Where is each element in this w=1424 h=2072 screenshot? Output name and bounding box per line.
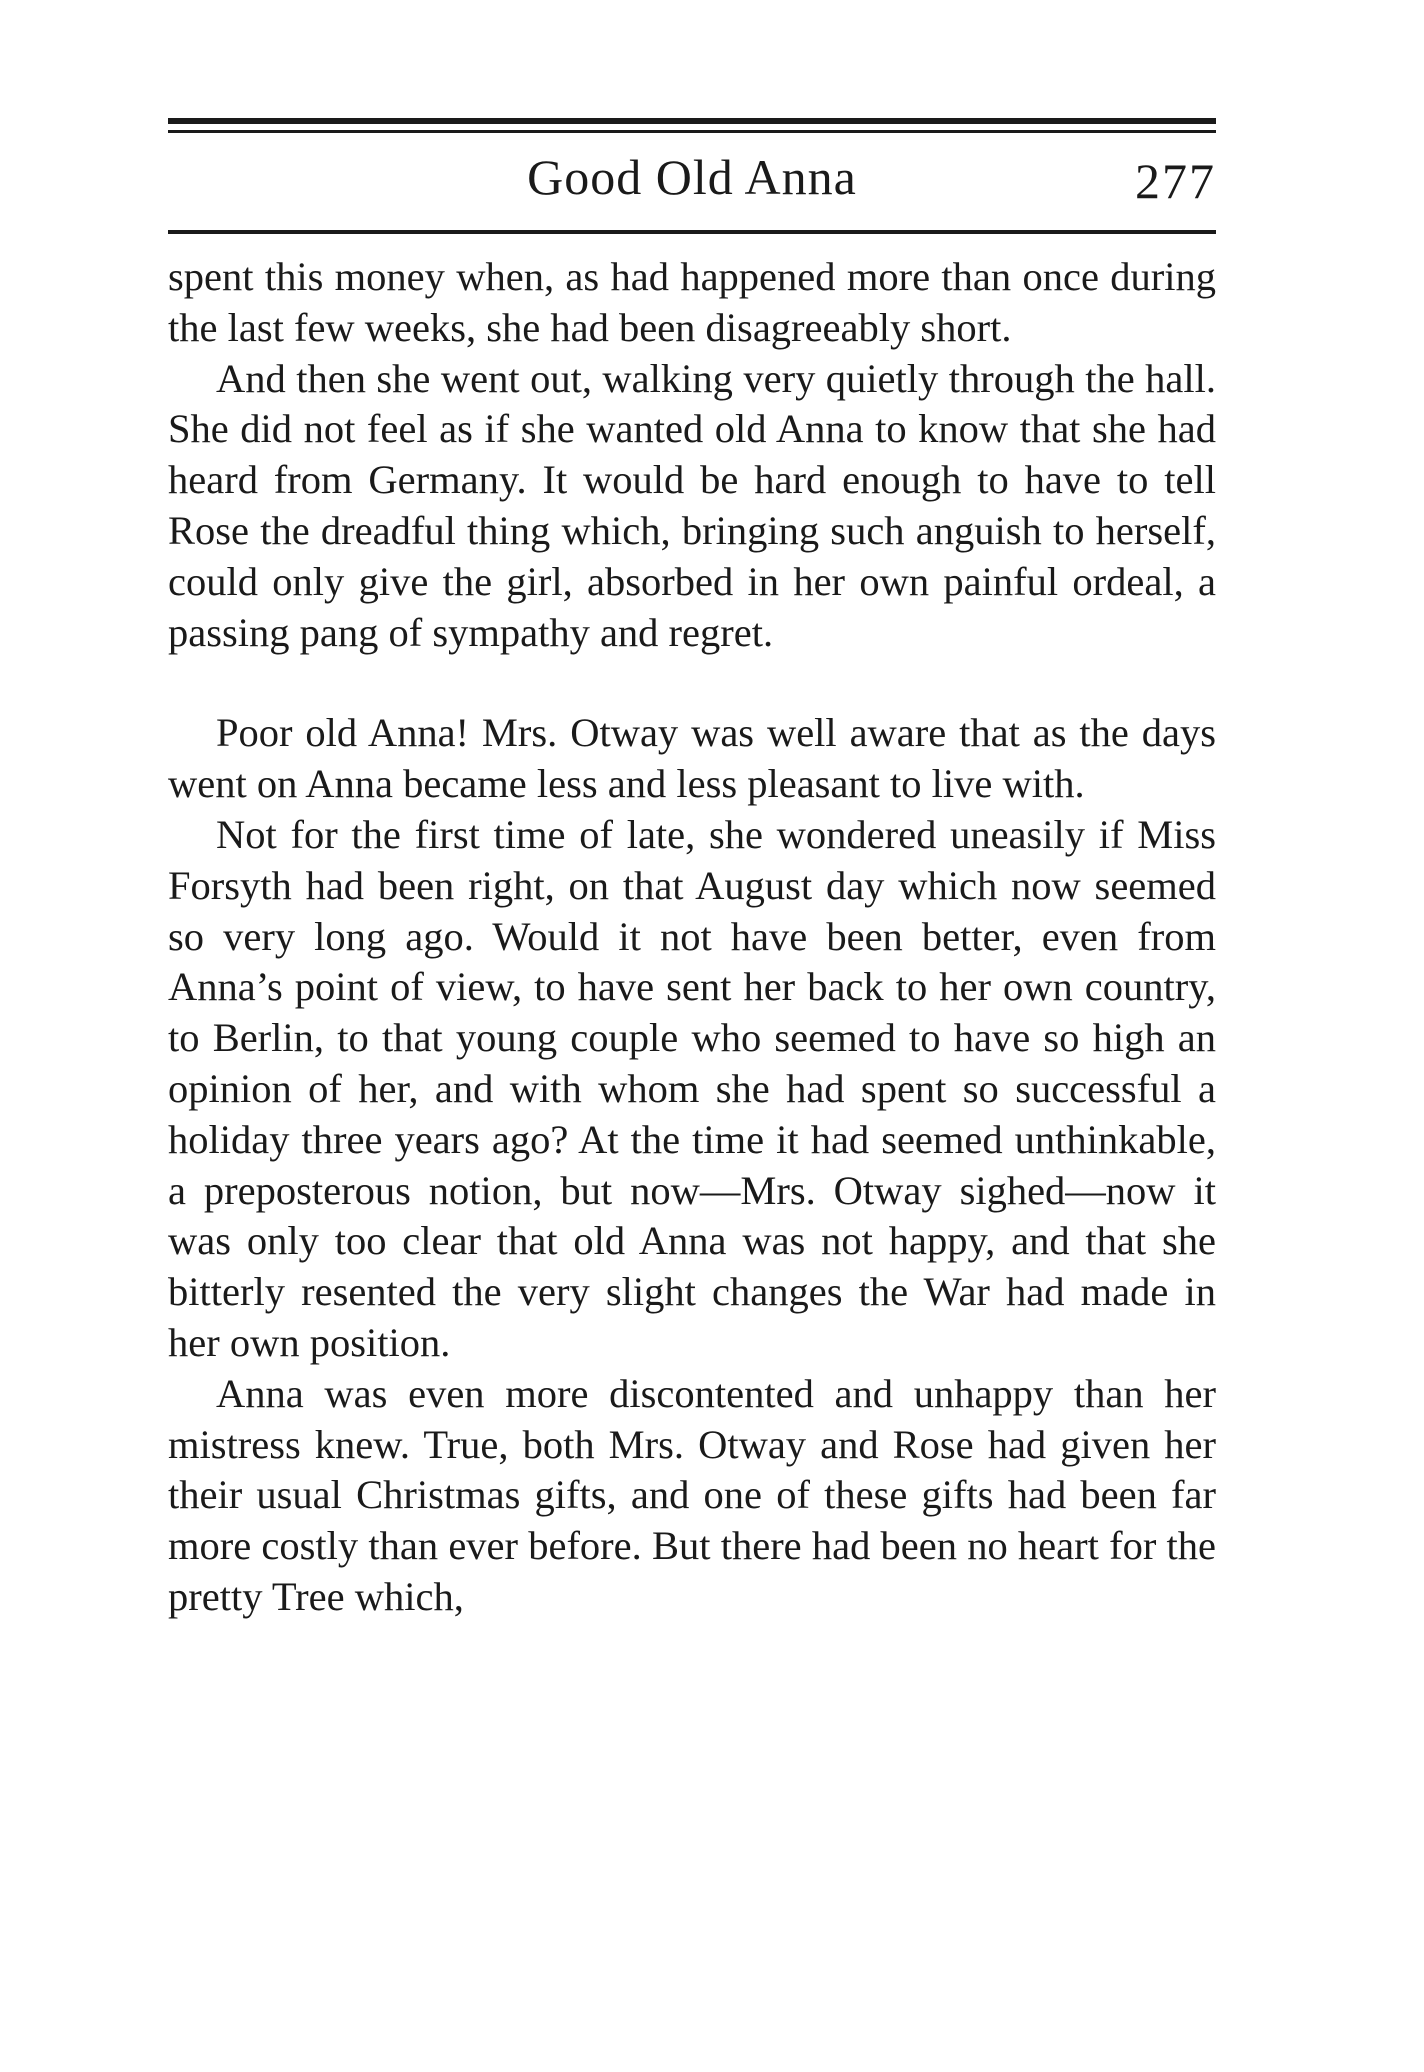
header-rule-bottom xyxy=(168,230,1216,234)
paragraph-continuation: spent this money when, as had happened more than once during the last few weeks, she had been disagreeably short. xyxy=(168,254,1216,350)
paragraph: And then she went out, walking very quietly through the hall. She did not feel as if she wanted old Anna to know that she had heard from Germany. It would be hard enough to have to tell Rose the dreadful thing which, bringing such anguish to herself, could only give the girl, absorbed in her own painful ordeal, a passing pang of sympathy and regret. xyxy=(168,355,1216,655)
header-rule-thin xyxy=(168,130,1216,133)
paragraph: Not for the first time of late, she wondered uneasily if Miss Forsyth had been right, on that August day which now seemed so very long ago. Would it not have been better, even from Anna’s point of view, to have sent her back to her own country, to Berlin, to that young couple who seemed to have so high an opinion of her, and with whom she had spent so successful a holiday three years ago? At the time it had seemed unthinkable, a preposterous notion, but now—Mrs. Otway sighed—now it was only too clear that old Anna was not happy, and that she bitterly resented the very slight changes the War had made in her own position. xyxy=(168,811,1216,1365)
paragraph: Poor old Anna! Mrs. Otway was well aware that as the days went on Anna became less and less pleasant to live with. xyxy=(168,710,1216,807)
running-header xyxy=(168,142,1216,220)
running-title: Good Old Anna xyxy=(527,149,857,205)
body-text xyxy=(168,252,1216,1623)
paragraph: Anna was even more discontented and unhappy than her mistress knew. True, both Mrs. Otway and Rose had given her their usual Christmas gifts, and one of these gifts had been far more costly than ever before. But there had been no heart for the pretty Tree which, xyxy=(168,1370,1216,1619)
page-number: 277 xyxy=(1135,153,1216,209)
header-rule-thick xyxy=(168,118,1216,124)
